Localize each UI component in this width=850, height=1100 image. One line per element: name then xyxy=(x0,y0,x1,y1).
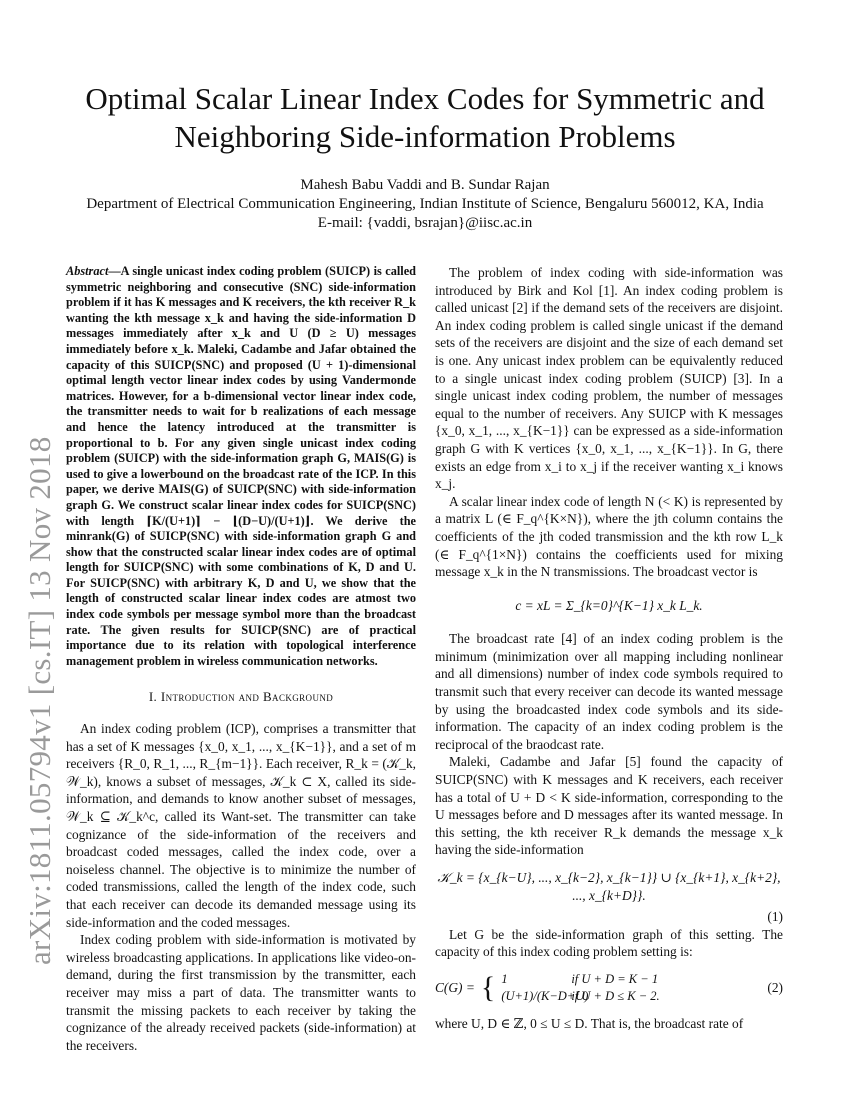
paragraph: Let G be the side-information graph of this setting. The capacity of this index coding problem setting is: xyxy=(435,926,783,960)
equation-broadcast: c = xL = Σ_{k=0}^{K−1} x_k L_k. xyxy=(515,597,703,613)
brace-icon: { xyxy=(480,970,496,1004)
abstract-text: —A single unicast index coding problem (SUICP) is called symmetric neighboring and consecutive (SNC) side-information problem if it has K messages and K receivers, the kth receiver R_k wanting the kth message x_k and having the side-information D messages immediately after x_k and U (D ≥ U) messages immediately before x_k. Maleki, Cadambe and Jafar obtained the capacity of this SUICP(SNC) and proposed (U + 1)-dimensional optimal length vector linear index codes by using Vandermonde matrices. However, for a b-dimensional vector linear index code, the transmitter needs to wait for b realizations of each message and hence the latency introduced at the transmitter is proportional to b. For any given single unicast index coding problem (SUICP) with the side-information graph G, MAIS(G) is used to give a lowerbound on the broadcast rate of the ICP. In this paper, we derive MAIS(G) of SUICP(SNC) with side-information graph G. We construct scalar linear index codes for SUICP(SNC) with length ⌈K/(U+1)⌉ − ⌊(D−U)/(U+1)⌋. We derive the minrank(G) of SUICP(SNC) with side-information graph G and show that the constructed scalar linear index codes are of optimal length for SUICP(SNC) with some combinations of K, D and U. For SUICP(SNC) with arbitrary K, D and U, we show that the length of constructed scalar linear index codes are atmost two index code symbols per message symbol more than the broadcast rate. The given results for SUICP(SNC) are of practical importance due to its relation with topological interference management problem in wireless communication networks. xyxy=(66,264,416,668)
left-column xyxy=(66,264,416,1054)
equation-2-cases xyxy=(501,971,659,1005)
paragraph: where U, D ∈ ℤ, 0 ≤ U ≤ D. That is, the broadcast rate of xyxy=(435,1015,744,1031)
equation-2-number: (2) xyxy=(767,980,783,996)
case1-value: 1 xyxy=(501,971,508,986)
section-heading: I. Introduction and Background xyxy=(148,689,334,705)
case1-condition: if U + D = K − 1 xyxy=(571,971,659,986)
paragraph: A scalar linear index code of length N (< K) is represented by a matrix L (∈ F_q^{K×N}), where the jth column contains the coefficients of the jth coded transmission and the kth row L_k (∈ F_q^{1×N}) contains the coefficients used for mixing message x_k in the N transmissions. The broadcast vector is xyxy=(435,493,783,580)
case2-value: (U+1)/(K−D+U) xyxy=(501,988,589,1003)
arxiv-identifier: arXiv:1811.05794v1 [cs.IT] 13 Nov 2018 xyxy=(22,436,57,965)
email: E-mail: {vaddi, bsrajan}@iisc.ac.in xyxy=(317,215,533,231)
paper-title: Optimal Scalar Linear Index Codes for Symmetric and Neighboring Side-information Problems xyxy=(85,81,765,154)
authors: Mahesh Babu Vaddi and B. Sundar Rajan xyxy=(300,177,550,193)
abstract xyxy=(66,264,416,669)
equation-1 xyxy=(435,869,783,904)
equation-2-lhs: C(G) = xyxy=(435,980,475,996)
right-column xyxy=(435,264,783,1033)
abstract-label: Abstract xyxy=(66,264,109,278)
case2-condition: if U + D ≤ K − 2. xyxy=(571,988,660,1003)
author-block xyxy=(60,176,790,233)
paragraph: An index coding problem (ICP), comprises a transmitter that has a set of K messages {x_0, x_1, ..., x_{K−1}}, and a set of m receivers {R_0, R_1, ..., R_{m−1}}. Each receiver, R_k = (𝒦_k, 𝒲_k), knows a subset of messages, 𝒦_k ⊂ X, called its side-information, and demands to know another subset of messages, 𝒲_k ⊆ 𝒦_k^c, called its Want-set. The transmitter can take cognizance of the side-information of the receivers and broadcast coded messages, called the index code, over a noiseless channel. The objective is to minimize the number of coded transmissions, called the length of the index code, such that each receiver can decode its demanded message using its side-information and the coded messages. xyxy=(66,721,416,930)
equation-2 xyxy=(435,971,783,1005)
equation-1-number: (1) xyxy=(767,909,783,925)
paragraph: The broadcast rate [4] of an index coding problem is the minimum (minimization over all mapping including nonlinear and all dimensions) number of index code symbols required to transmit such that every receiver can decode its wanted message by using the broadcasted index code symbols and its side-information. The capacity of an index coding problem is the reciprocal of the braodcast rate. xyxy=(435,631,783,752)
paragraph: Maleki, Cadambe and Jafar [5] found the capacity of SUICP(SNC) with K messages and K receivers, each receiver has a total of U + D < K side-information, corresponding to the U messages before and D messages after its wanted message. In this setting, the kth receiver R_k demands the message x_k having the side-information xyxy=(435,754,783,858)
equation-1-body: 𝒦_k = {x_{k−U}, ..., x_{k−2}, x_{k−1}} ∪ {x_{k+1}, x_{k+2}, ..., x_{k+D}}. xyxy=(437,870,781,903)
paragraph: Index coding problem with side-information is motivated by wireless broadcasting applications. In applications like video-on-demand, during the first transmission by the transmitter, each receiver may miss a part of data. The transmitter wants to transmit the missing packets to each receiver by taking the cognizance of the already received packets (side-information) at the receivers. xyxy=(66,932,416,1053)
affiliation: Department of Electrical Communication Engineering, Indian Institute of Science, Bengaluru 560012, KA, India xyxy=(86,196,764,212)
paragraph: The problem of index coding with side-information was introduced by Birk and Kol [1]. An index coding problem is called unicast [2] if the demand sets of the receivers are disjoint. An index coding problem is called single unicast if the demand sets of the receivers are disjoint and the size of each demand set is one. Any unicast index problem can be equivalently reduced to a single unicast index coding problem (SUICP) [3]. In a single unicast index coding problem, the number of messages equal to the number of receivers. Any SUICP with K messages {x_0, x_1, ..., x_{K−1}} can be expressed as a side-information graph G with K vertices {x_0, x_1, ..., x_{K−1}}. In G, there exists an edge from x_i to x_j if the receiver wanting x_i knows x_j. xyxy=(435,265,783,492)
